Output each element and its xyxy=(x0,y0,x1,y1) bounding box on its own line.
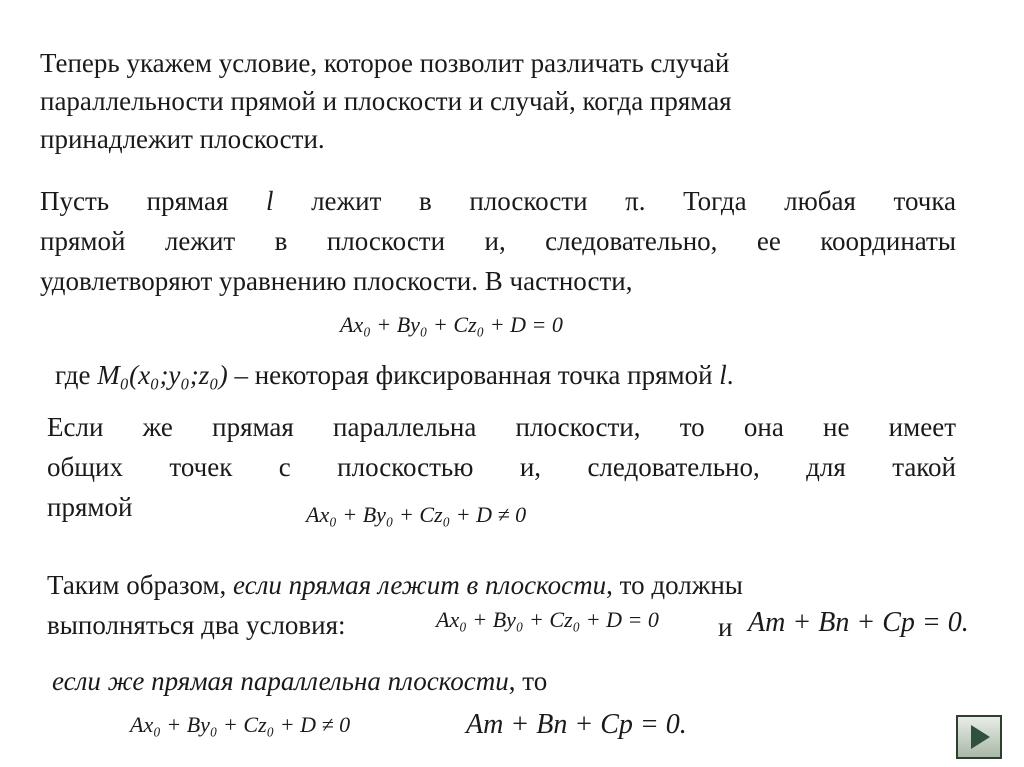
para2-line-3: прямой xyxy=(47,492,133,522)
intro-line-2: параллельности прямой и плоскости и случай, когда прямая xyxy=(40,86,732,116)
emphasis-parallel: если же прямая параллельна плоскости xyxy=(52,666,509,696)
equation-2: Ax₀ + By₀ + Cz₀ + D ≠ 0 xyxy=(306,502,527,527)
play-next-icon xyxy=(958,717,1000,757)
para3-line-1: Таким образом, если прямая лежит в плоскости, то должны xyxy=(47,570,743,600)
intro-line-1: Теперь укажем условие, которое позволит различать случай xyxy=(40,48,730,78)
var-l-2: l xyxy=(719,360,727,390)
equation-3b: Am + Bn + Cp = 0. xyxy=(748,607,969,638)
pi-symbol: π. xyxy=(625,186,646,216)
and-word: и xyxy=(718,612,733,642)
var-l: l xyxy=(265,186,274,216)
equation-3a: Ax₀ + By₀ + Cz₀ + D = 0 xyxy=(436,607,659,632)
point-m0: M₀(x₀;y₀;z₀) xyxy=(97,360,228,390)
para3-line-2: выполняться два условия: xyxy=(47,610,346,640)
equation-4b: Am + Bn + Cp = 0. xyxy=(466,709,687,740)
para1-line-1: Пусть прямая l лежит в плоскости π. Тогда любая точка xyxy=(40,186,957,216)
intro-line-3: принадлежит плоскости. xyxy=(40,124,325,154)
where-line: где M₀(x₀;y₀;z₀) – некоторая фиксированная точка прямой l. xyxy=(55,360,734,390)
para1-line-3: удовлетворяют уравнению плоскости. В частности, xyxy=(40,266,633,296)
emphasis-lies-in-plane: если прямая лежит в плоскости xyxy=(233,570,607,600)
para2-line-2: общих точек с плоскостью и, следовательно, для такой xyxy=(47,452,956,482)
para4-line-1: если же прямая параллельна плоскости, то xyxy=(52,666,548,696)
next-slide-button[interactable] xyxy=(956,715,1002,759)
equation-1: Ax₀ + By₀ + Cz₀ + D = 0 xyxy=(340,312,563,337)
para1-line-2: прямой лежит в плоскости и, следовательно, ее координаты xyxy=(40,226,956,256)
para2-line-1: Если же прямая параллельна плоскости, то она не имеет xyxy=(47,412,956,442)
equation-4a: Ax₀ + By₀ + Cz₀ + D ≠ 0 xyxy=(130,712,351,737)
